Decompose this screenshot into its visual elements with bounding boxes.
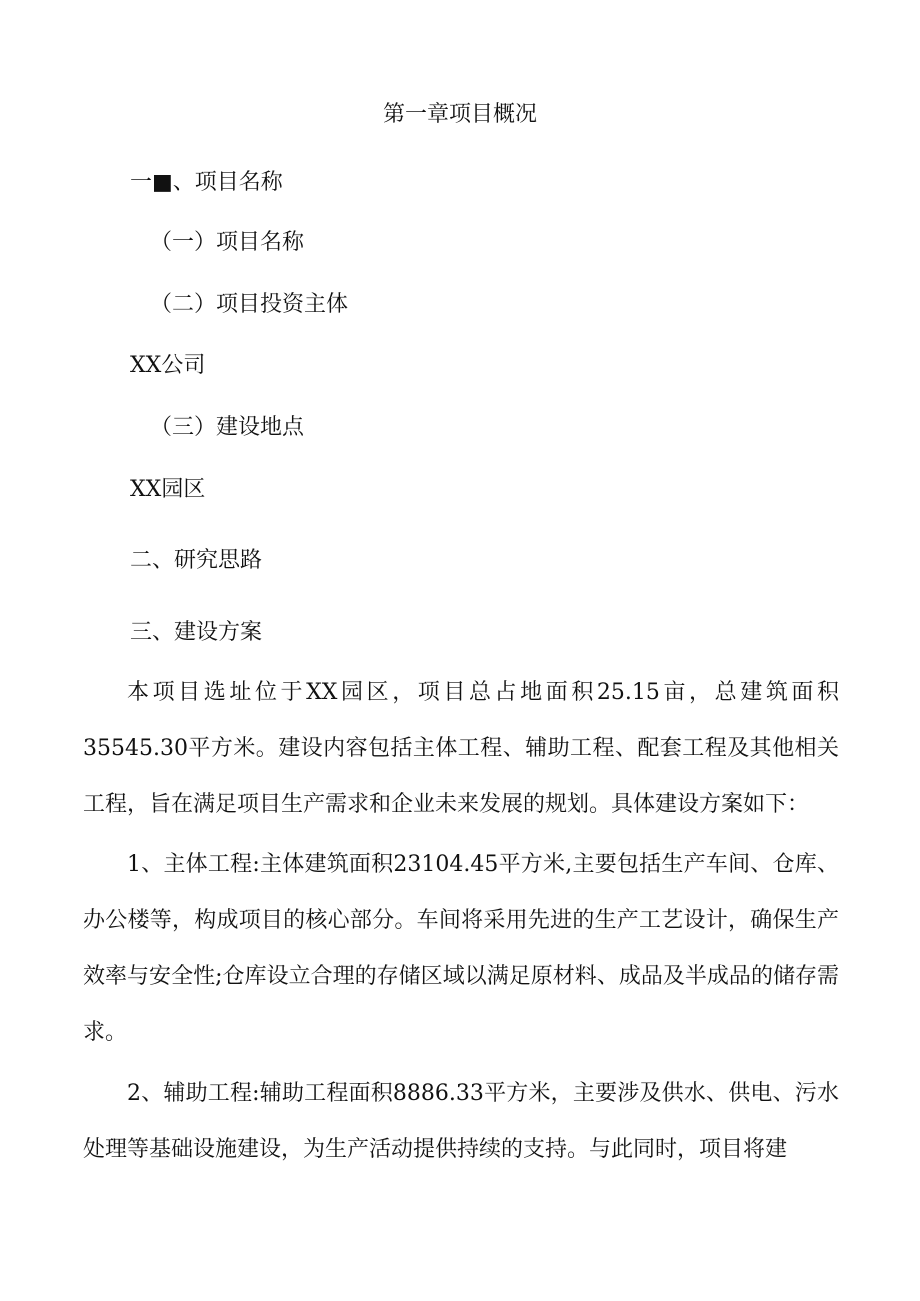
subsection-heading-project-name: （一）项目名称 bbox=[150, 230, 305, 255]
paragraph-overview: 本项目选址位于XX园区，项目总占地面积25.15亩，总建筑面积35545.30平方米。建设内容包括主体工程、辅助工程、配套工程及其他相关工程，旨在满足项目生产需求和企业未来发展的规划。具体建设方案如下： bbox=[83, 680, 839, 817]
paragraph-main-works: 1、主体工程:主体建筑面积23104.45平方米,主要包括生产车间、仓库、办公楼等，构成项目的核心部分。车间将采用先进的生产工艺设计，确保生产效率与安全性;仓库设立合理的存储区域以满足原材料、成品及半成品的储存需求。 bbox=[83, 852, 839, 1045]
paragraph-auxiliary-works: 2、辅助工程:辅助工程面积8886.33平方米，主要涉及供水、供电、污水处理等基础设施建设，为生产活动提供持续的支持。与此同时，项目将建 bbox=[83, 1081, 839, 1162]
subsection-heading-investor: （二）项目投资主体 bbox=[150, 292, 349, 317]
section-heading-project-name: 一■、项目名称 bbox=[130, 170, 283, 195]
section-heading-construction: 三、建设方案 bbox=[130, 620, 263, 645]
chapter-title: 第一章项目概况 bbox=[382, 102, 537, 127]
investor-value: XX公司 bbox=[130, 353, 206, 378]
subsection-heading-location: （三）建设地点 bbox=[150, 415, 305, 440]
location-value: XX园区 bbox=[130, 477, 206, 502]
section-heading-research: 二、研究思路 bbox=[130, 548, 263, 573]
